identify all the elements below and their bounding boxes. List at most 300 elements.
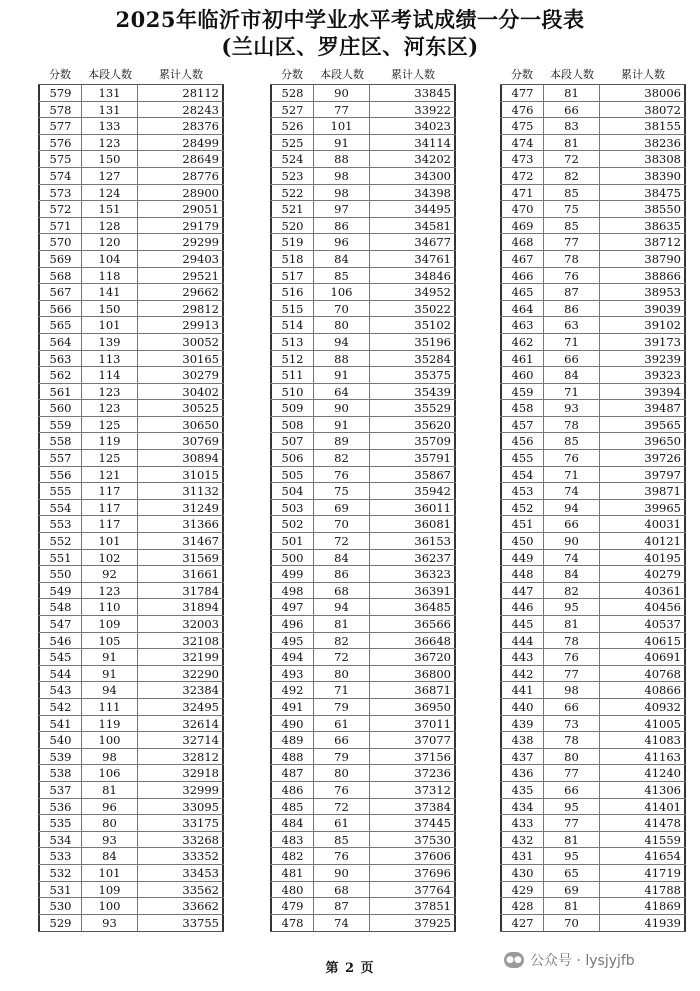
cumulative-cell: 34114 [370, 135, 456, 151]
cumulative-cell: 41939 [600, 915, 686, 932]
score-cell: 466 [500, 268, 544, 284]
count-cell: 98 [544, 682, 600, 698]
count-cell: 72 [314, 533, 370, 549]
score-cell: 537 [38, 782, 82, 798]
cumulative-cell: 30052 [138, 334, 224, 350]
table-row [500, 815, 686, 832]
table-row [500, 649, 686, 666]
count-cell: 98 [314, 185, 370, 201]
score-cell: 456 [500, 433, 544, 449]
score-cell: 563 [38, 351, 82, 367]
score-cell: 474 [500, 135, 544, 151]
score-cell: 567 [38, 284, 82, 300]
table-row [500, 716, 686, 733]
table-row [38, 135, 224, 152]
header-score: 分数 [281, 68, 303, 81]
table-row [270, 483, 456, 500]
score-cell: 489 [270, 732, 314, 748]
cumulative-cell: 29051 [138, 201, 224, 217]
table-row [270, 865, 456, 882]
cumulative-cell: 41869 [600, 898, 686, 914]
cumulative-cell: 31132 [138, 483, 224, 499]
cumulative-cell: 29812 [138, 301, 224, 317]
count-cell: 100 [82, 898, 138, 914]
score-cell: 526 [270, 118, 314, 134]
cumulative-cell: 35284 [370, 351, 456, 367]
count-cell: 95 [544, 848, 600, 864]
table-row [38, 251, 224, 268]
cumulative-cell: 36011 [370, 500, 456, 516]
cumulative-cell: 41559 [600, 832, 686, 848]
count-cell: 76 [314, 848, 370, 864]
score-cell: 539 [38, 749, 82, 765]
score-cell: 429 [500, 882, 544, 898]
cumulative-cell: 36391 [370, 583, 456, 599]
table-row [270, 516, 456, 533]
table-row [270, 450, 456, 467]
count-cell: 93 [544, 400, 600, 416]
count-cell: 117 [82, 500, 138, 516]
count-cell: 98 [314, 168, 370, 184]
score-cell: 465 [500, 284, 544, 300]
score-cell: 515 [270, 301, 314, 317]
cumulative-cell: 34761 [370, 251, 456, 267]
score-cell: 461 [500, 351, 544, 367]
table-row [500, 367, 686, 384]
table-row [38, 234, 224, 251]
score-cell: 428 [500, 898, 544, 914]
count-cell: 133 [82, 118, 138, 134]
cumulative-cell: 28900 [138, 185, 224, 201]
count-cell: 90 [314, 865, 370, 881]
score-cell: 490 [270, 716, 314, 732]
cumulative-cell: 35791 [370, 450, 456, 466]
table-row [38, 633, 224, 650]
count-cell: 65 [544, 865, 600, 881]
cumulative-cell: 29662 [138, 284, 224, 300]
cumulative-cell: 33562 [138, 882, 224, 898]
table-row [500, 533, 686, 550]
cumulative-cell: 41306 [600, 782, 686, 798]
cumulative-cell: 38390 [600, 168, 686, 184]
table-row [500, 450, 686, 467]
table-row [270, 118, 456, 135]
count-cell: 77 [544, 765, 600, 781]
table-row [38, 716, 224, 733]
score-cell: 464 [500, 301, 544, 317]
score-cell: 462 [500, 334, 544, 350]
table-row [38, 848, 224, 865]
score-cell: 480 [270, 882, 314, 898]
cumulative-cell: 40279 [600, 566, 686, 582]
table-row [38, 516, 224, 533]
cumulative-cell: 39323 [600, 367, 686, 383]
cumulative-cell: 31015 [138, 467, 224, 483]
count-cell: 86 [544, 301, 600, 317]
score-cell: 565 [38, 317, 82, 333]
watermark-text: 公众号 · lysjyjfb [530, 953, 635, 969]
table-row [500, 583, 686, 600]
table-row [38, 550, 224, 567]
cumulative-cell: 35022 [370, 301, 456, 317]
page-subtitle: (兰山区、罗庄区、河东区) [221, 34, 479, 59]
table-row [38, 218, 224, 235]
score-cell: 494 [270, 649, 314, 665]
table-row [500, 765, 686, 782]
score-cell: 502 [270, 516, 314, 532]
table-row [38, 765, 224, 782]
count-cell: 66 [314, 732, 370, 748]
table-row [270, 102, 456, 119]
count-cell: 150 [82, 151, 138, 167]
score-cell: 431 [500, 848, 544, 864]
cumulative-cell: 37384 [370, 799, 456, 815]
count-cell: 124 [82, 185, 138, 201]
table-row [38, 682, 224, 699]
score-cell: 467 [500, 251, 544, 267]
count-cell: 77 [314, 102, 370, 118]
count-cell: 76 [544, 649, 600, 665]
score-cell: 492 [270, 682, 314, 698]
table-row [270, 251, 456, 268]
table-body [38, 84, 224, 932]
cumulative-cell: 41083 [600, 732, 686, 748]
table-row [270, 599, 456, 616]
table-body [270, 84, 456, 932]
cumulative-cell: 40456 [600, 599, 686, 615]
cumulative-cell: 33268 [138, 832, 224, 848]
cumulative-cell: 35439 [370, 384, 456, 400]
table-row [270, 832, 456, 849]
cumulative-cell: 33845 [370, 85, 456, 101]
score-cell: 444 [500, 633, 544, 649]
count-cell: 101 [82, 533, 138, 549]
count-cell: 90 [314, 85, 370, 101]
table-row [500, 135, 686, 152]
table-row [38, 815, 224, 832]
table-row [38, 400, 224, 417]
score-cell: 545 [38, 649, 82, 665]
cumulative-cell: 31569 [138, 550, 224, 566]
count-cell: 76 [314, 782, 370, 798]
score-cell: 518 [270, 251, 314, 267]
count-cell: 93 [82, 832, 138, 848]
count-cell: 81 [544, 832, 600, 848]
header-cumulative: 累计人数 [621, 68, 665, 81]
table-row [270, 433, 456, 450]
score-cell: 471 [500, 185, 544, 201]
count-cell: 71 [544, 384, 600, 400]
table-row [500, 599, 686, 616]
score-cell: 579 [38, 85, 82, 101]
score-cell: 544 [38, 666, 82, 682]
score-cell: 452 [500, 500, 544, 516]
cumulative-cell: 28112 [138, 85, 224, 101]
table-row [38, 268, 224, 285]
cumulative-cell: 41719 [600, 865, 686, 881]
count-cell: 91 [82, 666, 138, 682]
cumulative-cell: 36081 [370, 516, 456, 532]
table-row [38, 351, 224, 368]
count-cell: 77 [544, 815, 600, 831]
count-cell: 88 [314, 151, 370, 167]
cumulative-cell: 31661 [138, 566, 224, 582]
count-cell: 94 [82, 682, 138, 698]
count-cell: 61 [314, 815, 370, 831]
table-row [500, 351, 686, 368]
count-cell: 114 [82, 367, 138, 383]
count-cell: 109 [82, 616, 138, 632]
cumulative-cell: 35709 [370, 433, 456, 449]
count-cell: 131 [82, 85, 138, 101]
score-cell: 468 [500, 234, 544, 250]
count-cell: 61 [314, 716, 370, 732]
count-cell: 106 [82, 765, 138, 781]
count-cell: 93 [82, 915, 138, 932]
cumulative-cell: 40866 [600, 682, 686, 698]
cumulative-cell: 39039 [600, 301, 686, 317]
score-cell: 540 [38, 732, 82, 748]
count-cell: 63 [544, 317, 600, 333]
score-cell: 472 [500, 168, 544, 184]
table-row [270, 566, 456, 583]
table-row [270, 699, 456, 716]
count-cell: 101 [82, 317, 138, 333]
count-cell: 81 [544, 85, 600, 101]
cumulative-cell: 36237 [370, 550, 456, 566]
count-cell: 80 [314, 666, 370, 682]
score-cell: 546 [38, 633, 82, 649]
header-count: 本段人数 [550, 68, 594, 81]
table-row [270, 915, 456, 932]
score-cell: 458 [500, 400, 544, 416]
cumulative-cell: 28499 [138, 135, 224, 151]
count-cell: 66 [544, 782, 600, 798]
table-row [270, 467, 456, 484]
count-cell: 119 [82, 716, 138, 732]
table-row [270, 500, 456, 517]
count-cell: 78 [544, 417, 600, 433]
score-cell: 520 [270, 218, 314, 234]
score-cell: 513 [270, 334, 314, 350]
table-row [270, 583, 456, 600]
cumulative-cell: 40615 [600, 633, 686, 649]
cumulative-cell: 34495 [370, 201, 456, 217]
table-row [270, 882, 456, 899]
score-cell: 578 [38, 102, 82, 118]
count-cell: 91 [314, 417, 370, 433]
cumulative-cell: 40768 [600, 666, 686, 682]
cumulative-cell: 31894 [138, 599, 224, 615]
table-row [500, 516, 686, 533]
count-cell: 77 [544, 234, 600, 250]
count-cell: 96 [314, 234, 370, 250]
table-row [500, 500, 686, 517]
count-cell: 87 [314, 898, 370, 914]
count-cell: 80 [82, 815, 138, 831]
score-cell: 525 [270, 135, 314, 151]
count-cell: 111 [82, 699, 138, 715]
score-cell: 561 [38, 384, 82, 400]
score-cell: 524 [270, 151, 314, 167]
score-cell: 487 [270, 765, 314, 781]
count-cell: 82 [544, 583, 600, 599]
table-row [500, 168, 686, 185]
count-cell: 81 [544, 616, 600, 632]
score-cell: 572 [38, 201, 82, 217]
score-cell: 495 [270, 633, 314, 649]
score-cell: 548 [38, 599, 82, 615]
table-row [270, 716, 456, 733]
score-cell: 448 [500, 566, 544, 582]
table-row [500, 467, 686, 484]
header-cumulative: 累计人数 [391, 68, 435, 81]
table-row [38, 915, 224, 932]
count-cell: 80 [544, 749, 600, 765]
cumulative-cell: 37445 [370, 815, 456, 831]
table-row [38, 533, 224, 550]
table-row [500, 102, 686, 119]
score-cell: 505 [270, 467, 314, 483]
count-cell: 79 [314, 699, 370, 715]
cumulative-cell: 41005 [600, 716, 686, 732]
score-cell: 517 [270, 268, 314, 284]
table-row [500, 749, 686, 766]
score-cell: 503 [270, 500, 314, 516]
cumulative-cell: 34846 [370, 268, 456, 284]
cumulative-cell: 39487 [600, 400, 686, 416]
cumulative-cell: 34677 [370, 234, 456, 250]
score-cell: 568 [38, 268, 82, 284]
table-row [270, 151, 456, 168]
cumulative-cell: 35529 [370, 400, 456, 416]
score-cell: 507 [270, 433, 314, 449]
cumulative-cell: 32714 [138, 732, 224, 748]
table-row [500, 118, 686, 135]
score-cell: 438 [500, 732, 544, 748]
cumulative-cell: 32199 [138, 649, 224, 665]
cumulative-cell: 39650 [600, 433, 686, 449]
table-row [500, 865, 686, 882]
page-title: 2025年临沂市初中学业水平考试成绩一分一段表 [115, 7, 585, 32]
cumulative-cell: 38006 [600, 85, 686, 101]
score-cell: 536 [38, 799, 82, 815]
cumulative-cell: 28376 [138, 118, 224, 134]
score-cell: 522 [270, 185, 314, 201]
count-cell: 104 [82, 251, 138, 267]
cumulative-cell: 41788 [600, 882, 686, 898]
score-cell: 485 [270, 799, 314, 815]
score-cell: 529 [38, 915, 82, 932]
score-cell: 432 [500, 832, 544, 848]
table-row [500, 284, 686, 301]
count-cell: 69 [314, 500, 370, 516]
cumulative-cell: 40195 [600, 550, 686, 566]
table-row [500, 616, 686, 633]
score-cell: 577 [38, 118, 82, 134]
cumulative-cell: 36800 [370, 666, 456, 682]
cumulative-cell: 37077 [370, 732, 456, 748]
count-cell: 151 [82, 201, 138, 217]
score-cell: 488 [270, 749, 314, 765]
count-cell: 131 [82, 102, 138, 118]
table-row [500, 898, 686, 915]
count-cell: 87 [544, 284, 600, 300]
cumulative-cell: 31784 [138, 583, 224, 599]
cumulative-cell: 33755 [138, 915, 224, 932]
table-row [38, 500, 224, 517]
cumulative-cell: 31467 [138, 533, 224, 549]
table-row [500, 334, 686, 351]
table-row [500, 301, 686, 318]
count-cell: 70 [314, 516, 370, 532]
score-cell: 575 [38, 151, 82, 167]
table-header [38, 66, 224, 84]
cumulative-cell: 36950 [370, 699, 456, 715]
table-row [38, 898, 224, 915]
count-cell: 96 [82, 799, 138, 815]
score-cell: 435 [500, 782, 544, 798]
table-row [500, 832, 686, 849]
cumulative-cell: 35867 [370, 467, 456, 483]
score-cell: 506 [270, 450, 314, 466]
cumulative-cell: 37606 [370, 848, 456, 864]
table-row [500, 201, 686, 218]
cumulative-cell: 30279 [138, 367, 224, 383]
score-cell: 491 [270, 699, 314, 715]
table-row [270, 384, 456, 401]
score-cell: 541 [38, 716, 82, 732]
score-cell: 538 [38, 765, 82, 781]
cumulative-cell: 33453 [138, 865, 224, 881]
count-cell: 66 [544, 516, 600, 532]
count-cell: 80 [314, 317, 370, 333]
cumulative-cell: 38866 [600, 268, 686, 284]
count-cell: 78 [544, 251, 600, 267]
table-row [270, 400, 456, 417]
count-cell: 123 [82, 384, 138, 400]
count-cell: 113 [82, 351, 138, 367]
table-row [38, 566, 224, 583]
score-cell: 457 [500, 417, 544, 433]
count-cell: 119 [82, 433, 138, 449]
cumulative-cell: 29179 [138, 218, 224, 234]
table-row [270, 616, 456, 633]
count-cell: 102 [82, 550, 138, 566]
score-cell: 519 [270, 234, 314, 250]
count-cell: 121 [82, 467, 138, 483]
cumulative-cell: 30769 [138, 433, 224, 449]
cumulative-cell: 35196 [370, 334, 456, 350]
table-row [38, 102, 224, 119]
table-row [500, 85, 686, 102]
cumulative-cell: 34581 [370, 218, 456, 234]
table-row [38, 201, 224, 218]
score-table-column-1 [38, 66, 224, 932]
count-cell: 81 [314, 616, 370, 632]
score-cell: 566 [38, 301, 82, 317]
cumulative-cell: 40121 [600, 533, 686, 549]
header-cumulative: 累计人数 [159, 68, 203, 81]
score-cell: 475 [500, 118, 544, 134]
table-row [500, 400, 686, 417]
table-row [38, 467, 224, 484]
table-row [500, 218, 686, 235]
score-cell: 560 [38, 400, 82, 416]
cumulative-cell: 32108 [138, 633, 224, 649]
score-distribution-tables [0, 66, 700, 932]
count-cell: 88 [314, 351, 370, 367]
